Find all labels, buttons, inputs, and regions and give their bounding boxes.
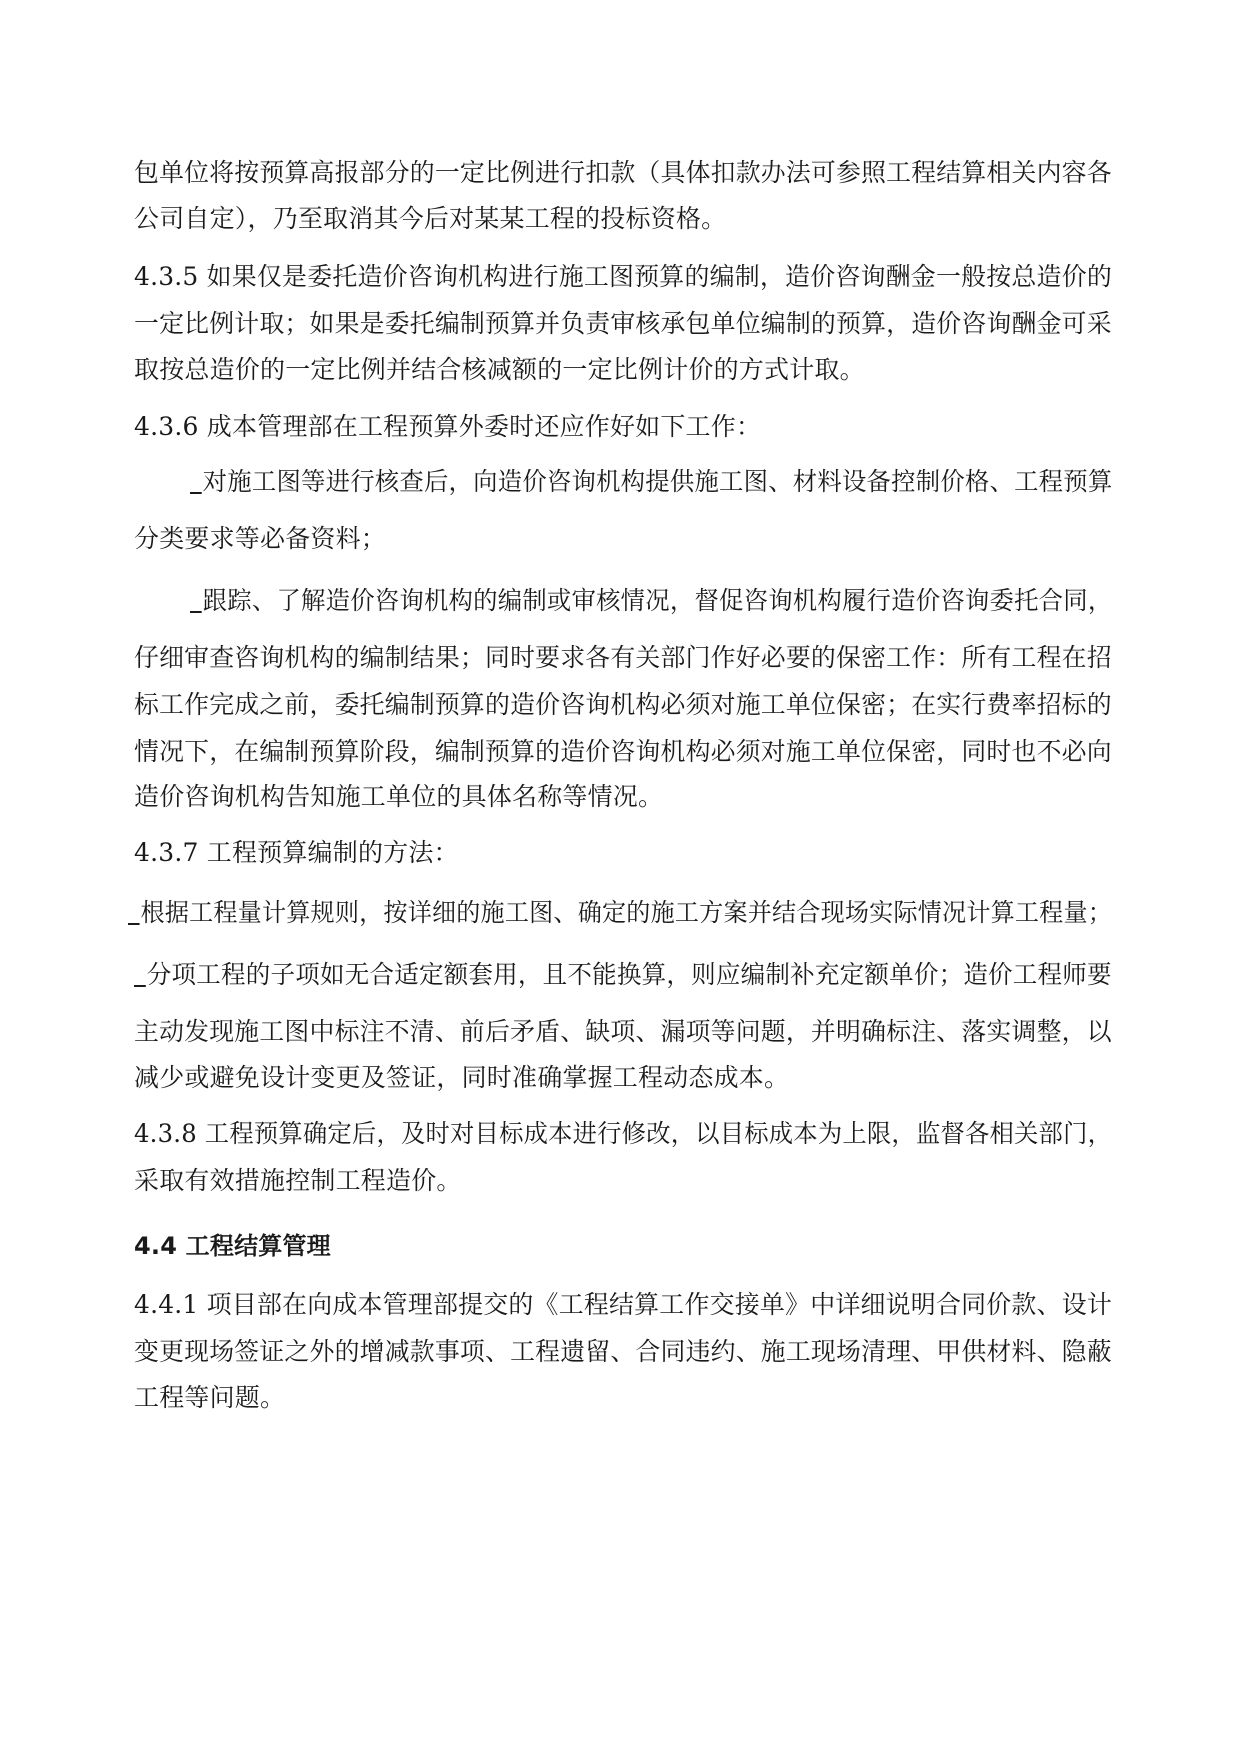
bullet-text: 分项工程的子项如无合适定额套用，且不能换算，则应编制补充定额单价；造价工程师要	[146, 960, 1112, 989]
bullet-dash-icon	[190, 611, 202, 613]
body-text-line: 情况下，在编制预算阶段，编制预算的造价咨询机构必须对施工单位保密，同时也不必向	[134, 737, 1112, 766]
bullet-item	[134, 960, 1112, 990]
section-heading-4-4: 4.4 工程结算管理	[134, 1232, 331, 1260]
body-text-line: 主动发现施工图中标注不清、前后矛盾、缺项、漏项等问题，并明确标注、落实调整，以	[134, 1017, 1112, 1046]
clause-4-3-7: 4.3.7 工程预算编制的方法：	[134, 838, 459, 867]
body-text-line: 标工作完成之前，委托编制预算的造价咨询机构必须对施工单位保密；在实行费率招标的	[134, 690, 1112, 719]
clause-4-3-6: 4.3.6 成本管理部在工程预算外委时还应作好如下工作：	[134, 412, 762, 441]
body-text-line: 取按总造价的一定比例并结合核减额的一定比例计价的方式计取。	[134, 355, 865, 384]
body-text-line: 公司自定），乃至取消其今后对某某工程的投标资格。	[134, 204, 727, 233]
body-text-line: 包单位将按预算高报部分的一定比例进行扣款（具体扣款办法可参照工程结算相关内容各	[134, 158, 1112, 187]
body-text-line: 仔细审查咨询机构的编制结果；同时要求各有关部门作好必要的保密工作：所有工程在招	[134, 643, 1112, 672]
body-text-line: 分类要求等必备资料；	[134, 524, 387, 553]
body-text-line: 一定比例计取；如果是委托编制预算并负责审核承包单位编制的预算，造价咨询酬金可采	[134, 309, 1112, 338]
bullet-dash-icon	[128, 923, 140, 925]
bullet-item	[190, 467, 1112, 497]
bullet-item	[190, 586, 1112, 616]
clause-4-3-8: 4.3.8 工程预算确定后，及时对目标成本进行修改，以目标成本为上限，监督各相关部门，	[134, 1119, 1113, 1148]
body-text-line: 变更现场签证之外的增减款事项、工程遗留、合同违约、施工现场清理、甲供材料、隐蔽	[134, 1337, 1112, 1366]
body-text-line: 采取有效措施控制工程造价。	[134, 1166, 462, 1195]
body-text-line: 造价咨询机构告知施工单位的具体名称等情况。	[134, 782, 664, 811]
bullet-text: 对施工图等进行核查后，向造价咨询机构提供施工图、材料设备控制价格、工程预算	[202, 467, 1113, 496]
clause-4-4-1: 4.4.1 项目部在向成本管理部提交的《工程结算工作交接单》中详细说明合同价款、设计	[134, 1290, 1113, 1319]
body-text-line: 减少或避免设计变更及签证，同时准确掌握工程动态成本。	[134, 1063, 790, 1092]
bullet-dash-icon	[190, 492, 202, 494]
bullet-item	[128, 898, 1112, 928]
body-text-line: 工程等问题。	[134, 1383, 286, 1412]
bullet-text: 根据工程量计算规则，按详细的施工图、确定的施工方案并结合现场实际情况计算工程量；	[140, 898, 1113, 927]
bullet-dash-icon	[134, 985, 146, 987]
clause-4-3-5: 4.3.5 如果仅是委托造价咨询机构进行施工图预算的编制，造价咨询酬金一般按总造价的	[134, 262, 1113, 291]
bullet-text: 跟踪、了解造价咨询机构的编制或审核情况，督促咨询机构履行造价咨询委托合同，	[202, 586, 1113, 615]
